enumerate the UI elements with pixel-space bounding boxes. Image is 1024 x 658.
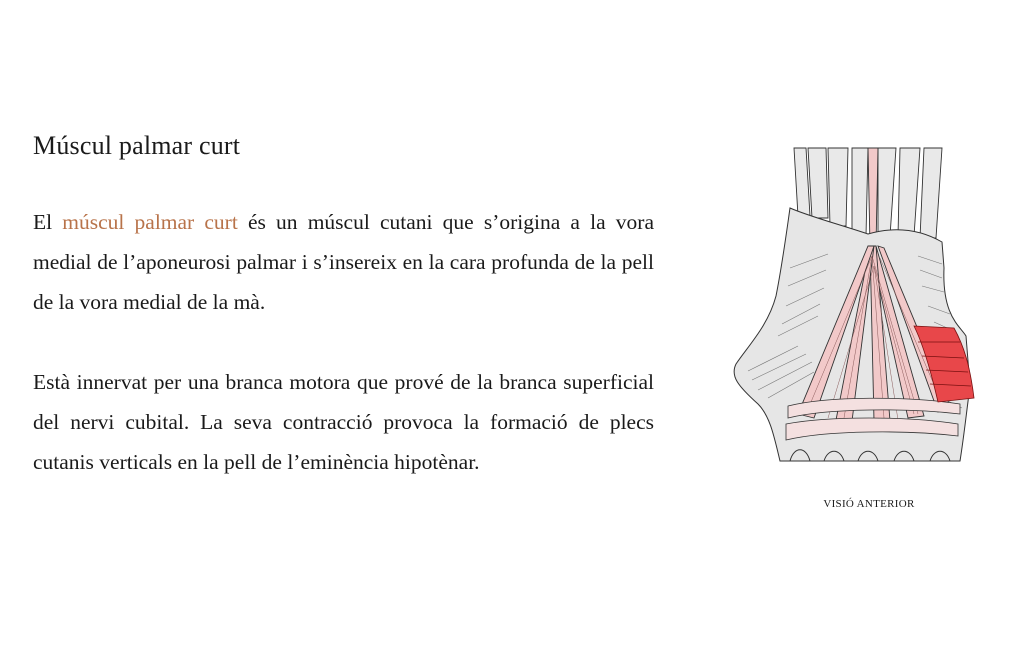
paragraph-origin — [33, 202, 654, 322]
anatomy-illustration — [728, 146, 1008, 471]
page-title: Múscul palmar curt — [33, 131, 241, 160]
paragraph-text: és un múscul cutani que s’origina a la vora medial de l’aponeurosi palmar i s’insereix en la cara profunda de la pell de la vora medial de la mà. — [33, 210, 654, 314]
paragraph-innervation: Està innervat per una branca motora que prové de la branca superficial del nervi cubital. La seva contracció provoca la formació de plecs cutanis verticals en la pell de l’eminència hipotènar. — [33, 370, 654, 474]
figure-caption: VISIÓ ANTERIOR — [823, 498, 915, 510]
palmaris-longus-tendon — [868, 148, 878, 246]
article — [33, 128, 654, 522]
hand-anterior-view-drawing — [728, 146, 1008, 471]
paragraph-lead: El — [33, 210, 63, 234]
muscle-name-link[interactable]: múscul palmar curt — [62, 210, 238, 234]
